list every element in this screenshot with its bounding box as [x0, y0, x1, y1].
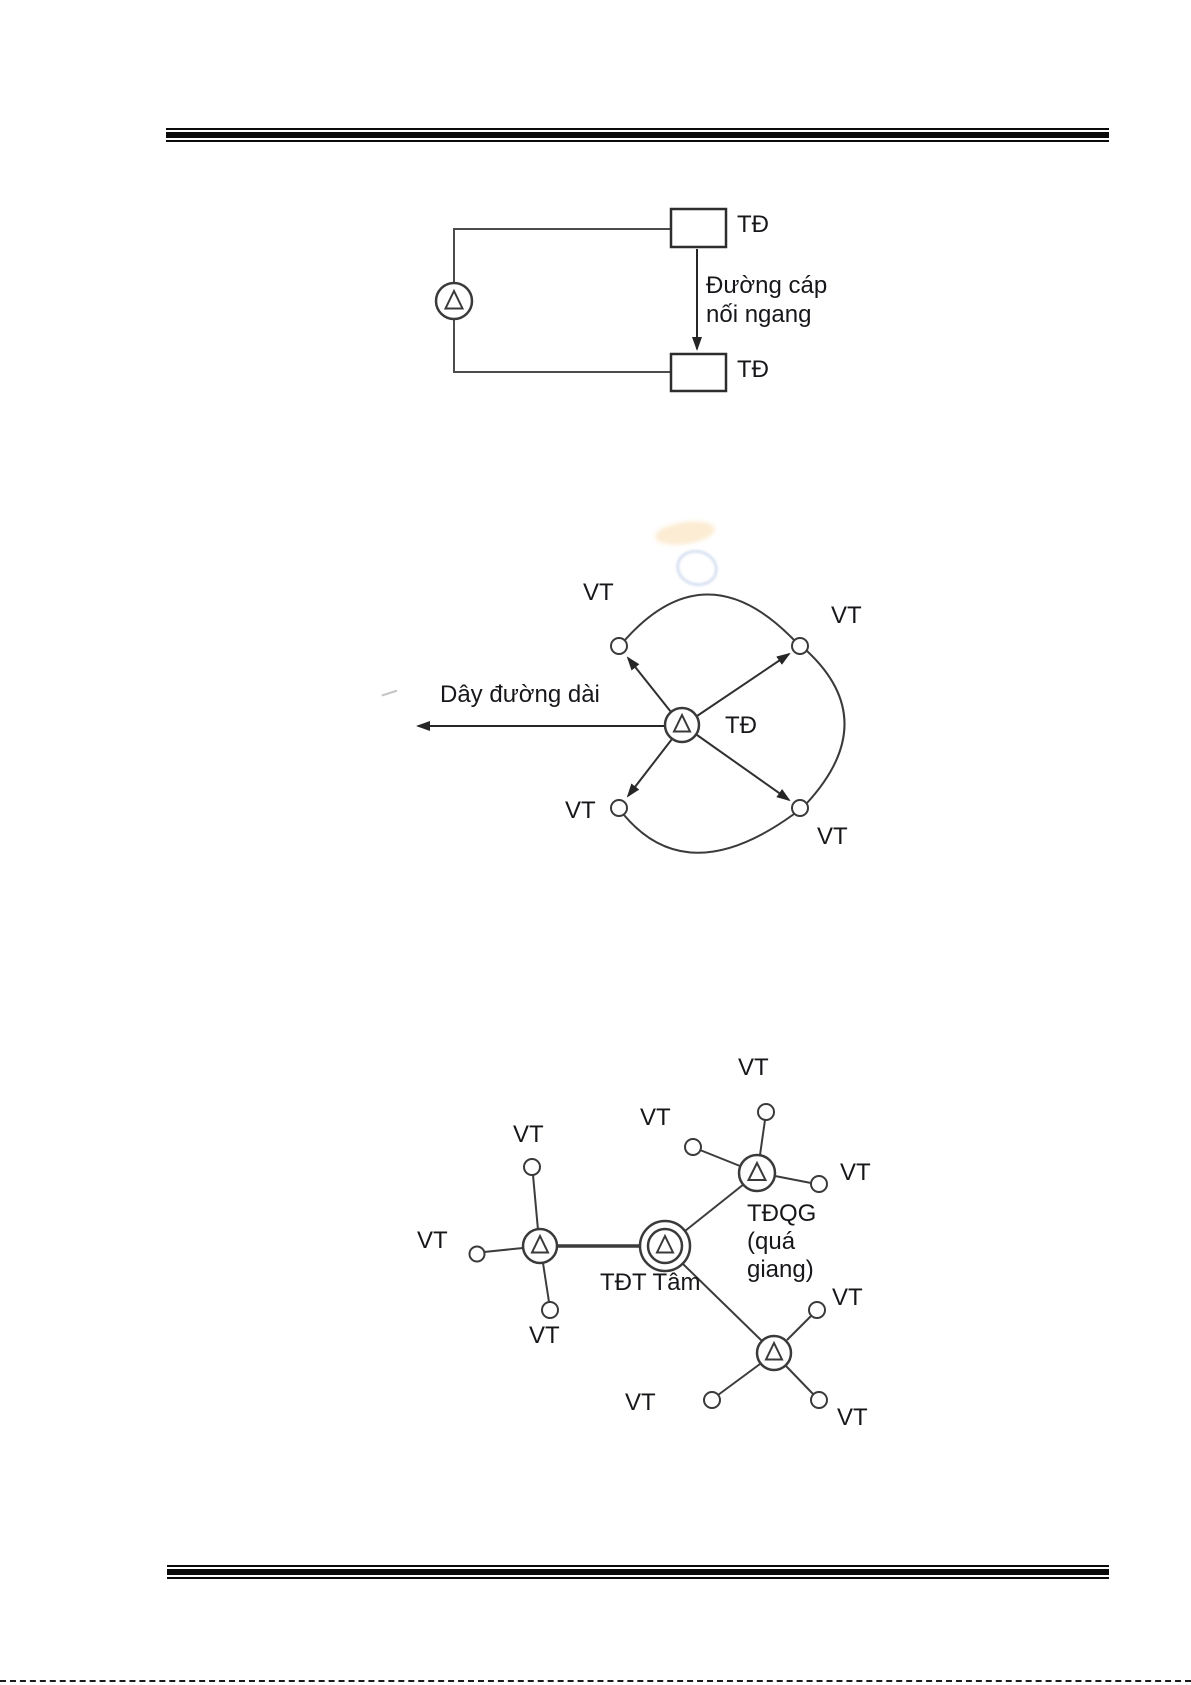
figure3-transit-label-line1: TĐQG [747, 1200, 817, 1227]
figure3-left-vt-bottom-label: VT [529, 1322, 560, 1349]
figure1-wires [454, 229, 671, 372]
figure3-left-vt-left [470, 1247, 485, 1262]
figure2-vt-bottom-right-label: VT [817, 823, 848, 850]
figure3-bottom-vt-bottom-right [811, 1392, 827, 1408]
figure3-transit-label-line3: giang) [747, 1256, 814, 1283]
figure3-left-vt-top [524, 1159, 540, 1175]
footer-rule-thin-top [167, 1565, 1109, 1567]
figure2-center-label: TĐ [725, 712, 757, 739]
figure3-transit-vt-top [758, 1104, 774, 1120]
figure3-bottom-vt-bottom-right-label: VT [837, 1404, 868, 1431]
figure2-vt-top-left-label: VT [583, 579, 614, 606]
figure1-box-top-label: TĐ [737, 211, 769, 238]
figure2-arc-bottom [624, 814, 794, 853]
figure3-transit-vt-right [811, 1176, 827, 1192]
figure3-transit-vt-right-label: VT [840, 1159, 871, 1186]
figure2-arc-right [807, 651, 845, 803]
figure3-transit-vt-left-label: VT [640, 1104, 671, 1131]
figure3-bottom-vt-left-label: VT [625, 1389, 656, 1416]
figure2-long-distance-label: Dây đường dài [440, 681, 600, 708]
figure3-transit-label-line2: (quá [747, 1228, 796, 1255]
figure3-bottom-vt-right [809, 1302, 825, 1318]
figure1-cable-label [706, 271, 827, 329]
figure2-arc-top [625, 595, 794, 641]
figure2-vt-node-bottom-right [792, 800, 808, 816]
figure2-vt-node-top-left [611, 638, 627, 654]
figure1-cable-label-line1: Đường cáp [706, 272, 828, 299]
footer-rule-thick [167, 1569, 1109, 1575]
page-bottom-edge-line [0, 1680, 1191, 1682]
figure3-bottom-vt-left [704, 1392, 720, 1408]
figure3-left-vt-bottom [542, 1302, 558, 1318]
figure2-vt-bottom-left-label: VT [565, 797, 596, 824]
figure3-left-vt-left-label: VT [417, 1227, 448, 1254]
figure2-vt-top-right-label: VT [831, 602, 862, 629]
figure3-bottom-vt-right-label: VT [832, 1284, 863, 1311]
figure3-transit-vt-top-label: VT [738, 1054, 769, 1081]
figure3-center-label: TĐT Tâm [600, 1269, 701, 1296]
figure3-transit-vt-left [685, 1139, 701, 1155]
figure3-transit-exchange-icon [739, 1155, 775, 1191]
figure3-left-vt-top-label: VT [513, 1121, 544, 1148]
figure1-exchange-box-top [671, 209, 726, 247]
figure1-exchange-box-bottom [671, 354, 726, 391]
figure1-cable-label-line2: nối ngang [706, 301, 812, 328]
figure1-box-bottom-label: TĐ [737, 356, 769, 383]
figure2-vt-node-top-right [792, 638, 808, 654]
figure3-transit-label [747, 1200, 816, 1284]
figure1-exchange-symbol-icon [436, 283, 472, 319]
figure2-vt-node-bottom-left [611, 800, 627, 816]
footer-rule-thin-bottom [167, 1577, 1109, 1579]
